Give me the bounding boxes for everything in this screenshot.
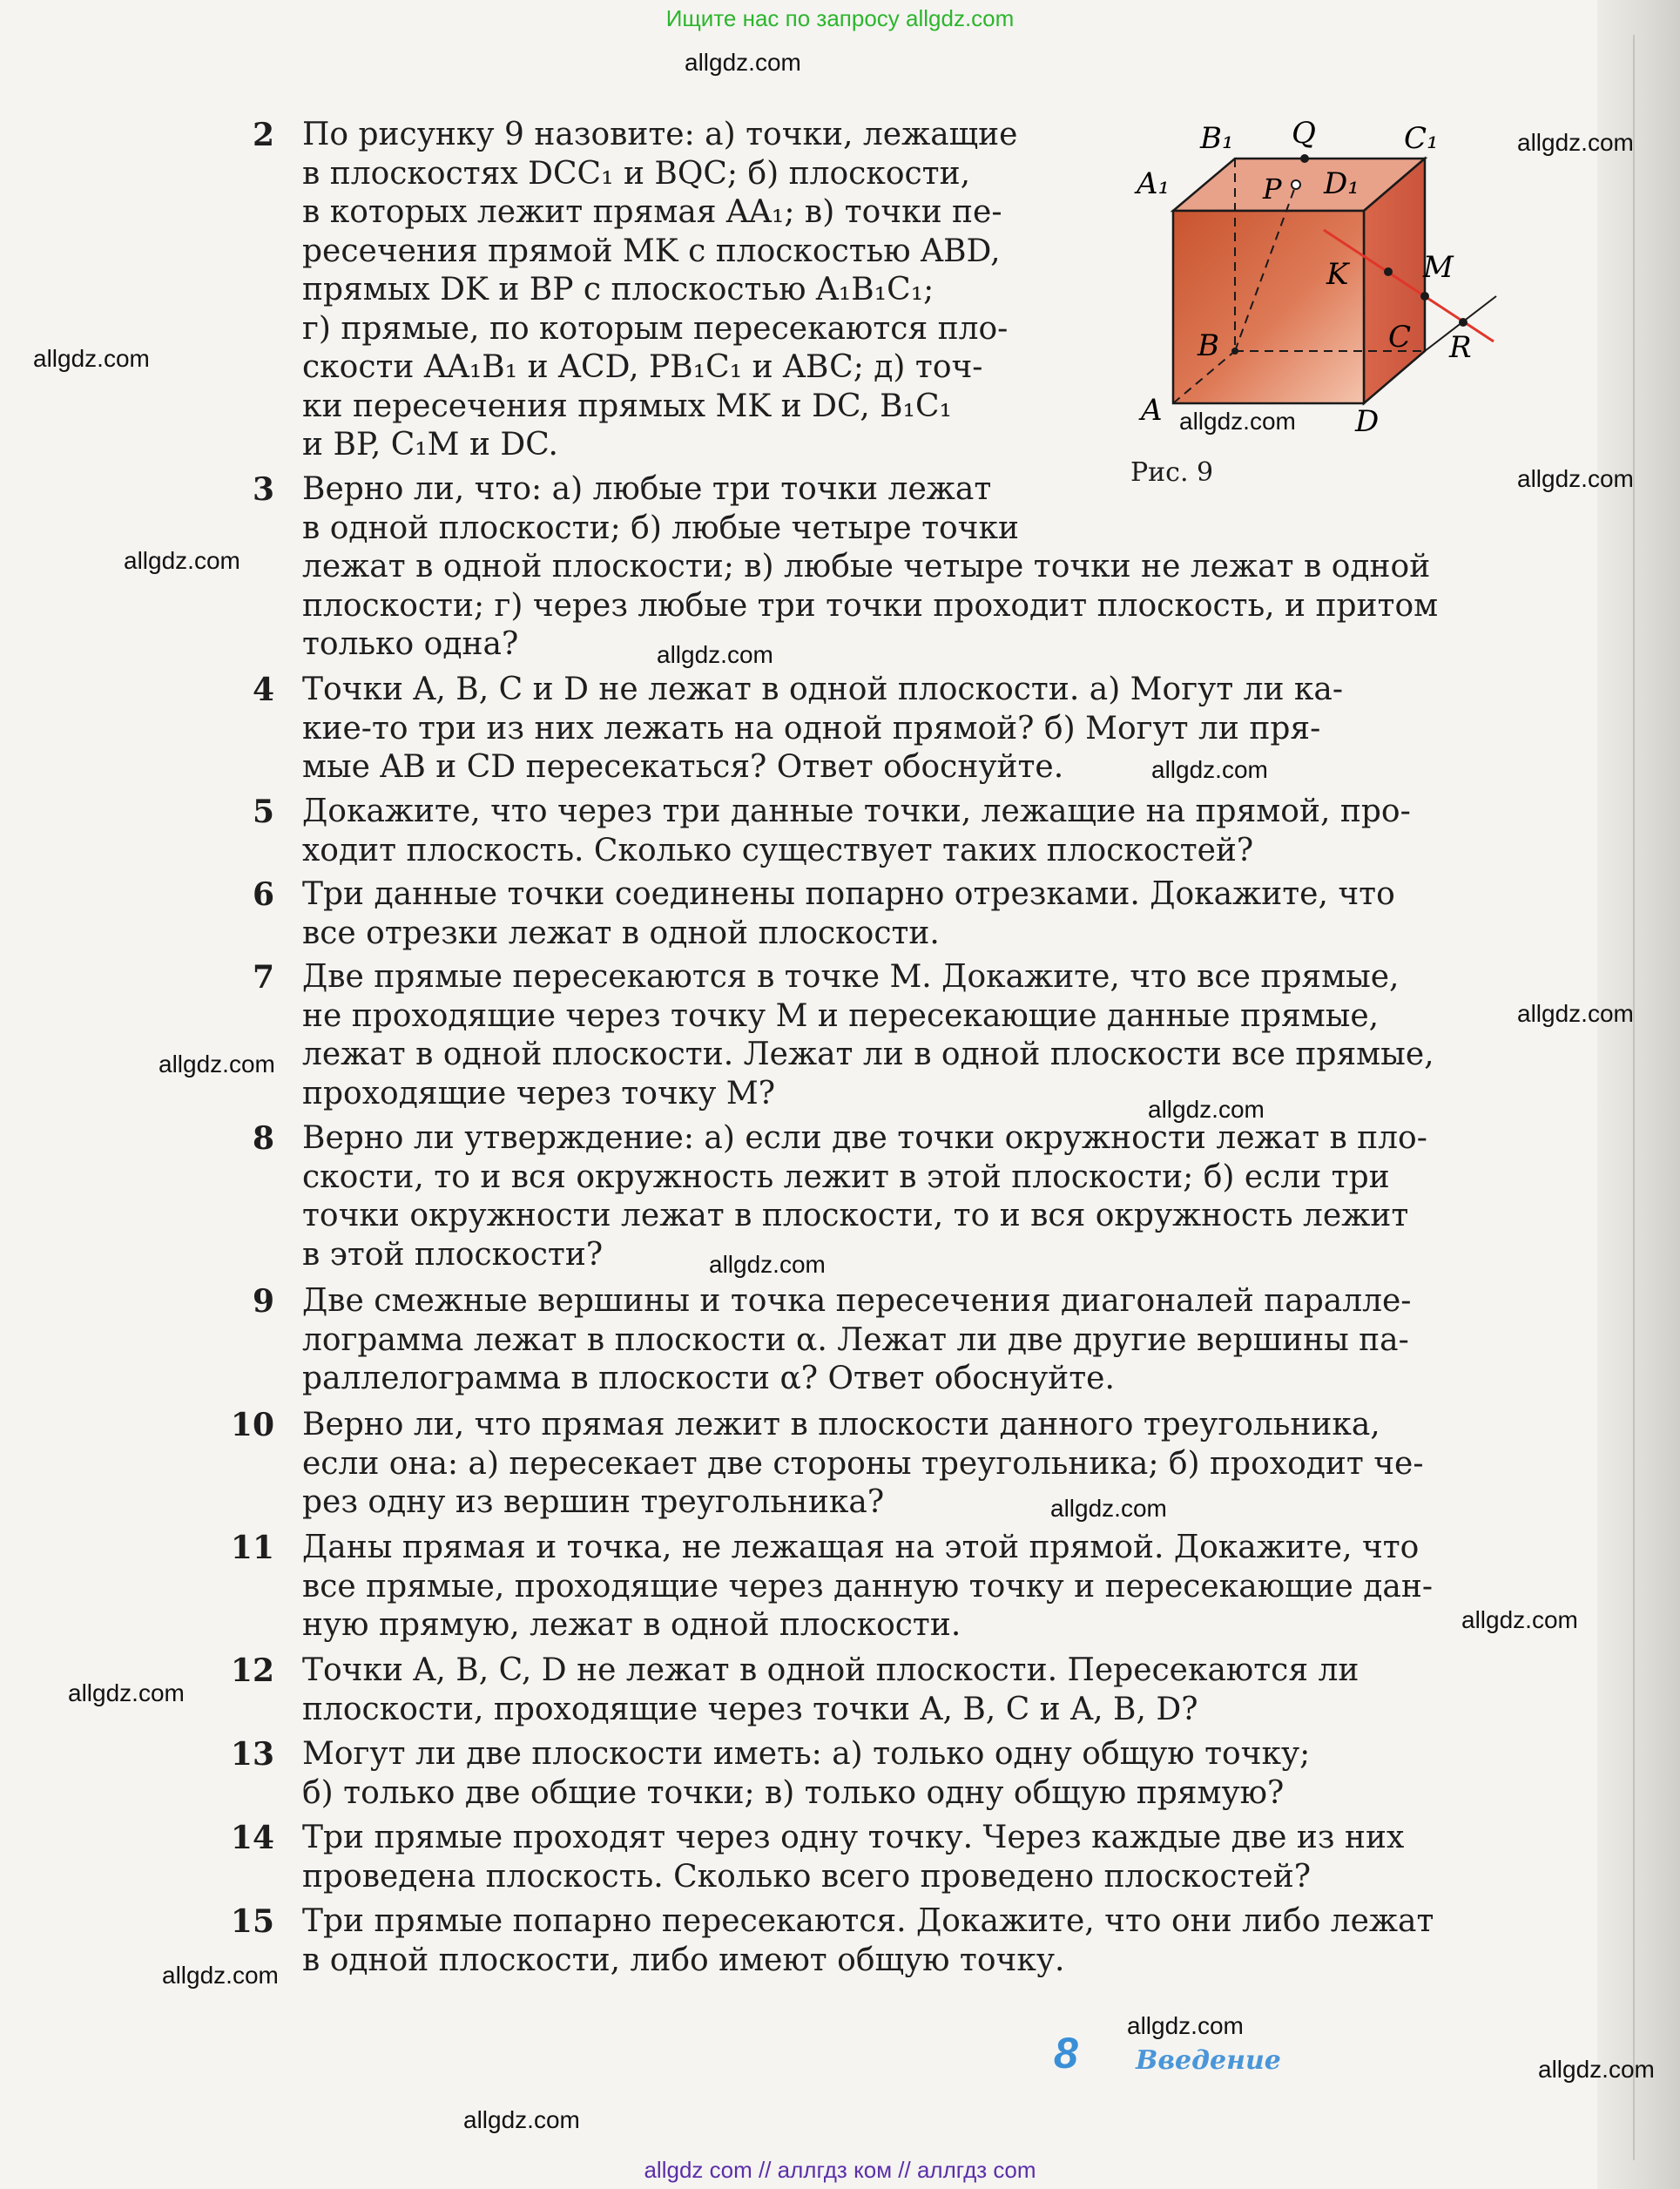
- label-m: M: [1423, 250, 1454, 285]
- problem-text: Две прямые пересекаются в точке M. Докажите, что все прямые, не проходящие через точку M и пересекающие данные прямые, лежат в одной плоскости. Лежат ли в одной плоскости все прямые, проходящие через точку M?: [302, 959, 1434, 1111]
- cube-front-face: [1173, 211, 1364, 403]
- watermark-site[interactable]: allgdz.com: [1517, 129, 1634, 156]
- point-q: [1300, 154, 1309, 163]
- point-p: [1292, 180, 1300, 189]
- problem-text: Три прямые проходят через одну точку. Через каждые две из них проведена плоскость. Сколько всего проведено плоскостей?: [302, 1820, 1405, 1895]
- watermark-site[interactable]: allgdz.com: [124, 547, 240, 574]
- figure-9-cube: [1132, 109, 1507, 444]
- watermark-bottom[interactable]: allgdz com // аллгдз ком // аллгдз com: [644, 2157, 1036, 2183]
- problem-number: 7: [252, 959, 274, 996]
- watermark-top[interactable]: Ищите нас по запросу allgdz.com: [665, 5, 1015, 31]
- watermark-site[interactable]: allgdz.com: [1517, 1000, 1634, 1027]
- problem-text: Верно ли, что: а) любые три точки лежат в одной плоскости; б) любые четыре точки лежат в одной плоскости; в) любые четыре точки не лежат в одной плоскости; г) через любые три точки проходит плоскость, и притом только одна?: [302, 471, 1439, 662]
- section-title: Введение: [1136, 2045, 1281, 2076]
- label-q: Q: [1292, 116, 1316, 151]
- problem-number: 13: [230, 1736, 274, 1773]
- label-c: C: [1388, 320, 1412, 355]
- label-a: A: [1141, 393, 1163, 428]
- problem-number: 4: [252, 672, 274, 708]
- label-k: K: [1326, 257, 1349, 292]
- watermark-site[interactable]: allgdz.com: [33, 345, 150, 372]
- problem-text: Докажите, что через три данные точки, лежащие на прямой, про- ходит плоскость. Сколько существует таких плоскостей?: [302, 794, 1411, 868]
- figure-caption: Рис. 9: [1130, 457, 1214, 488]
- label-d: D: [1355, 404, 1380, 439]
- problem-text: Верно ли утверждение: а) если две точки окружности лежат в пло- скости, то и вся окружность лежит в этой плоскости; б) если три точки окружности лежат в плоскости, то и вся окружность лежит в этой плоскости?: [302, 1120, 1427, 1273]
- problem-text: Точки A, B, C, D не лежат в одной плоскости. Пересекаются ли плоскости, проходящие через точки A, B, C и A, B, D?: [302, 1652, 1360, 1727]
- label-b1: B₁: [1200, 121, 1234, 156]
- problem-number: 6: [252, 876, 274, 913]
- problem-text: Три прямые попарно пересекаются. Докажите, что они либо лежат в одной плоскости, либо имеют общую точку.: [302, 1903, 1434, 1978]
- watermark-site[interactable]: allgdz.com: [463, 2106, 580, 2133]
- watermark-site[interactable]: allgdz.com: [1148, 1096, 1265, 1123]
- page-edge-line: [1633, 35, 1635, 2160]
- watermark-site[interactable]: allgdz.com: [162, 1962, 279, 1989]
- problem-number: 10: [230, 1407, 274, 1443]
- watermark-site[interactable]: allgdz.com: [1517, 465, 1634, 492]
- watermark-site[interactable]: allgdz.com: [159, 1051, 275, 1078]
- problem-number: 11: [230, 1530, 274, 1566]
- problem-text: Даны прямая и точка, не лежащая на этой прямой. Докажите, что все прямые, проходящие через данную точку и пересекающие дан- ную прямую, лежат в одной плоскости.: [302, 1530, 1434, 1643]
- problem-number: 12: [230, 1652, 274, 1689]
- label-b: B: [1198, 328, 1219, 363]
- problem-number: 5: [252, 794, 274, 830]
- watermark-site[interactable]: allgdz.com: [1461, 1606, 1578, 1633]
- label-r: R: [1449, 330, 1472, 365]
- watermark-site[interactable]: allgdz.com: [1179, 408, 1296, 435]
- problem-number: 2: [252, 117, 274, 153]
- point-r: [1459, 318, 1467, 327]
- problem-number: 15: [230, 1903, 274, 1940]
- point-b: [1231, 348, 1238, 355]
- problem-text: Точки A, B, C и D не лежат в одной плоскости. а) Могут ли ка- кие-то три из них лежать на одной прямой? б) Могут ли пря- мые AB и CD пересекаться? Ответ обоснуйте.: [302, 672, 1344, 785]
- watermark-site[interactable]: allgdz.com: [709, 1251, 826, 1278]
- watermark-site[interactable]: allgdz.com: [685, 49, 801, 76]
- problem-number: 8: [252, 1120, 274, 1157]
- label-p: P: [1263, 172, 1282, 206]
- watermark-site[interactable]: allgdz.com: [68, 1679, 185, 1706]
- page-number: 8: [1054, 2029, 1078, 2078]
- watermark-site[interactable]: allgdz.com: [1050, 1495, 1167, 1522]
- problem-text: Три данные точки соединены попарно отрезками. Докажите, что все отрезки лежат в одной плоскости.: [302, 876, 1395, 951]
- watermark-site[interactable]: allgdz.com: [1151, 756, 1268, 783]
- problem-text: Верно ли, что прямая лежит в плоскости данного треугольника, если она: а) пересекает две стороны треугольника; б) проходит че- рез одну из вершин треугольника?: [302, 1407, 1424, 1520]
- label-c1: C₁: [1404, 121, 1439, 156]
- problem-number: 14: [230, 1820, 274, 1856]
- watermark-site[interactable]: allgdz.com: [1127, 2012, 1244, 2039]
- problem-number: 3: [252, 471, 274, 508]
- problem-text: Могут ли две плоскости иметь: а) только одну общую точку; б) только две общие точки; в) только одну общую прямую?: [302, 1736, 1311, 1811]
- point-k: [1384, 267, 1393, 276]
- point-m: [1420, 292, 1429, 301]
- label-d1: D₁: [1324, 166, 1360, 201]
- watermark-site[interactable]: allgdz.com: [1538, 2056, 1655, 2083]
- watermark-site[interactable]: allgdz.com: [657, 641, 773, 668]
- label-a1: A₁: [1137, 166, 1171, 201]
- problem-text: По рисунку 9 назовите: а) точки, лежащие в плоскостях DCC₁ и BQC; б) плоскости, в которых лежит прямая AA₁; в) точки пе- ресечения прямой MK с плоскостью ABD, прямых DK и BP с плоскостью A₁B₁C₁; г) прямые, по которым пересекаются пло- скости AA₁B₁ и ACD, PB₁C₁ и ABC; д) точ- ки пересечения прямых MK и DC, B₁C₁ и BP, C₁M и DC.: [302, 117, 1018, 463]
- problem-number: 9: [252, 1283, 274, 1320]
- problem-text: Две смежные вершины и точка пересечения диагоналей паралле- лограмма лежат в плоскости α. Лежат ли две другие вершины па- раллелограмма в плоскости α? Ответ обоснуйте.: [302, 1283, 1412, 1396]
- page-edge: [1597, 0, 1680, 2189]
